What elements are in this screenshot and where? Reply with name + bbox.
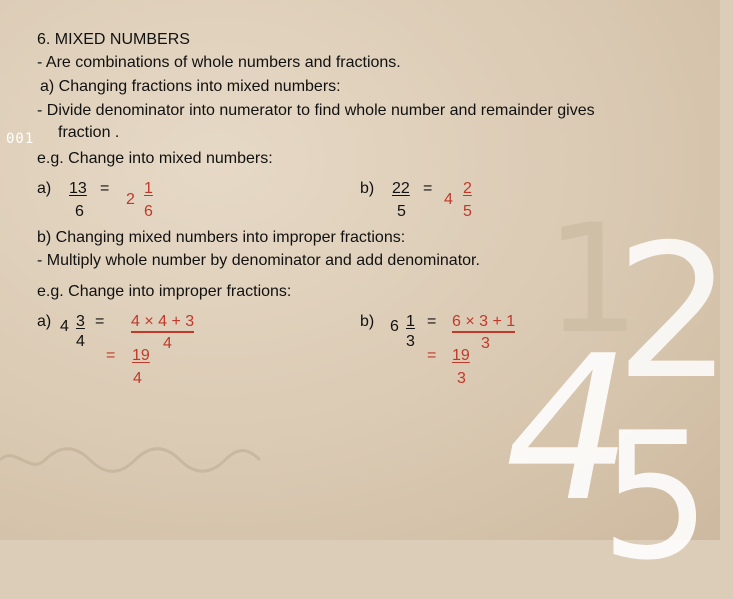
section-b-heading: b) Changing mixed numbers into improper fractions:	[37, 229, 406, 246]
section-a-rule-line-1: - Divide denominator into numerator to find whole number and remainder gives	[37, 102, 595, 119]
decorative-digit-2: 2	[615, 204, 733, 420]
ex1-a-whole: 2	[126, 191, 135, 208]
ex2-b-denominator: 3	[406, 333, 415, 350]
ex1-b-result-denominator: 5	[463, 203, 472, 220]
example-b-intro: e.g. Change into improper fractions:	[37, 283, 292, 300]
ex2-a-expression-denominator: 4	[163, 335, 172, 352]
decorative-digit-1: 1	[545, 193, 641, 367]
ex2-a-label: a)	[37, 313, 52, 330]
decorative-digit-4: 4	[505, 313, 633, 546]
example-a-intro: e.g. Change into mixed numbers:	[37, 150, 273, 167]
ex2-b-label: b)	[360, 313, 375, 330]
ex2-a-denominator: 4	[76, 333, 85, 350]
ex2-b-equals: =	[427, 313, 437, 330]
ex1-a-result-numerator: 1	[144, 180, 153, 197]
ex2-b-equals-2: =	[427, 347, 437, 364]
ex1-b-result-numerator: 2	[463, 180, 472, 197]
decorative-code: 001	[6, 131, 35, 147]
ex2-a-equals: =	[95, 313, 105, 330]
section-b-rule: - Multiply whole number by denominator and add denominator.	[37, 252, 480, 269]
ex1-a-denominator: 6	[75, 203, 84, 220]
ex2-a-result-denominator: 4	[133, 370, 142, 387]
section-a-rule-line-2: fraction .	[58, 124, 120, 141]
section-a-heading: a) Changing fractions into mixed numbers:	[40, 78, 341, 95]
decorative-wave	[0, 440, 260, 480]
ex2-b-expression: 6 × 3 + 1	[452, 313, 515, 333]
ex2-b-numerator: 1	[406, 313, 415, 330]
ex2-b-result-denominator: 3	[457, 370, 466, 387]
ex1-a-result-denominator: 6	[144, 203, 153, 220]
ex2-a-expression: 4 × 4 + 3	[131, 313, 194, 333]
slide-title: 6. MIXED NUMBERS	[37, 31, 190, 48]
ex2-a-numerator: 3	[76, 313, 85, 330]
ex2-b-expression-denominator: 3	[481, 335, 490, 352]
ex1-b-whole: 4	[444, 191, 453, 208]
ex2-a-equals-2: =	[106, 347, 116, 364]
ex2-b-whole: 6	[390, 318, 399, 335]
ex2-a-whole: 4	[60, 318, 69, 335]
ex1-b-numerator: 22	[392, 180, 410, 197]
ex1-b-label: b)	[360, 180, 375, 197]
definition-line: - Are combinations of whole numbers and fractions.	[37, 54, 401, 71]
ex2-b-result-numerator: 19	[452, 347, 470, 364]
decorative-digit-5: 5	[600, 396, 712, 599]
ex2-a-result-numerator: 19	[132, 347, 150, 364]
ex1-a-label: a)	[37, 180, 52, 197]
ex1-b-denominator: 5	[397, 203, 406, 220]
ex1-b-equals: =	[423, 180, 433, 197]
ex1-a-numerator: 13	[69, 180, 87, 197]
ex1-a-equals: =	[100, 180, 110, 197]
